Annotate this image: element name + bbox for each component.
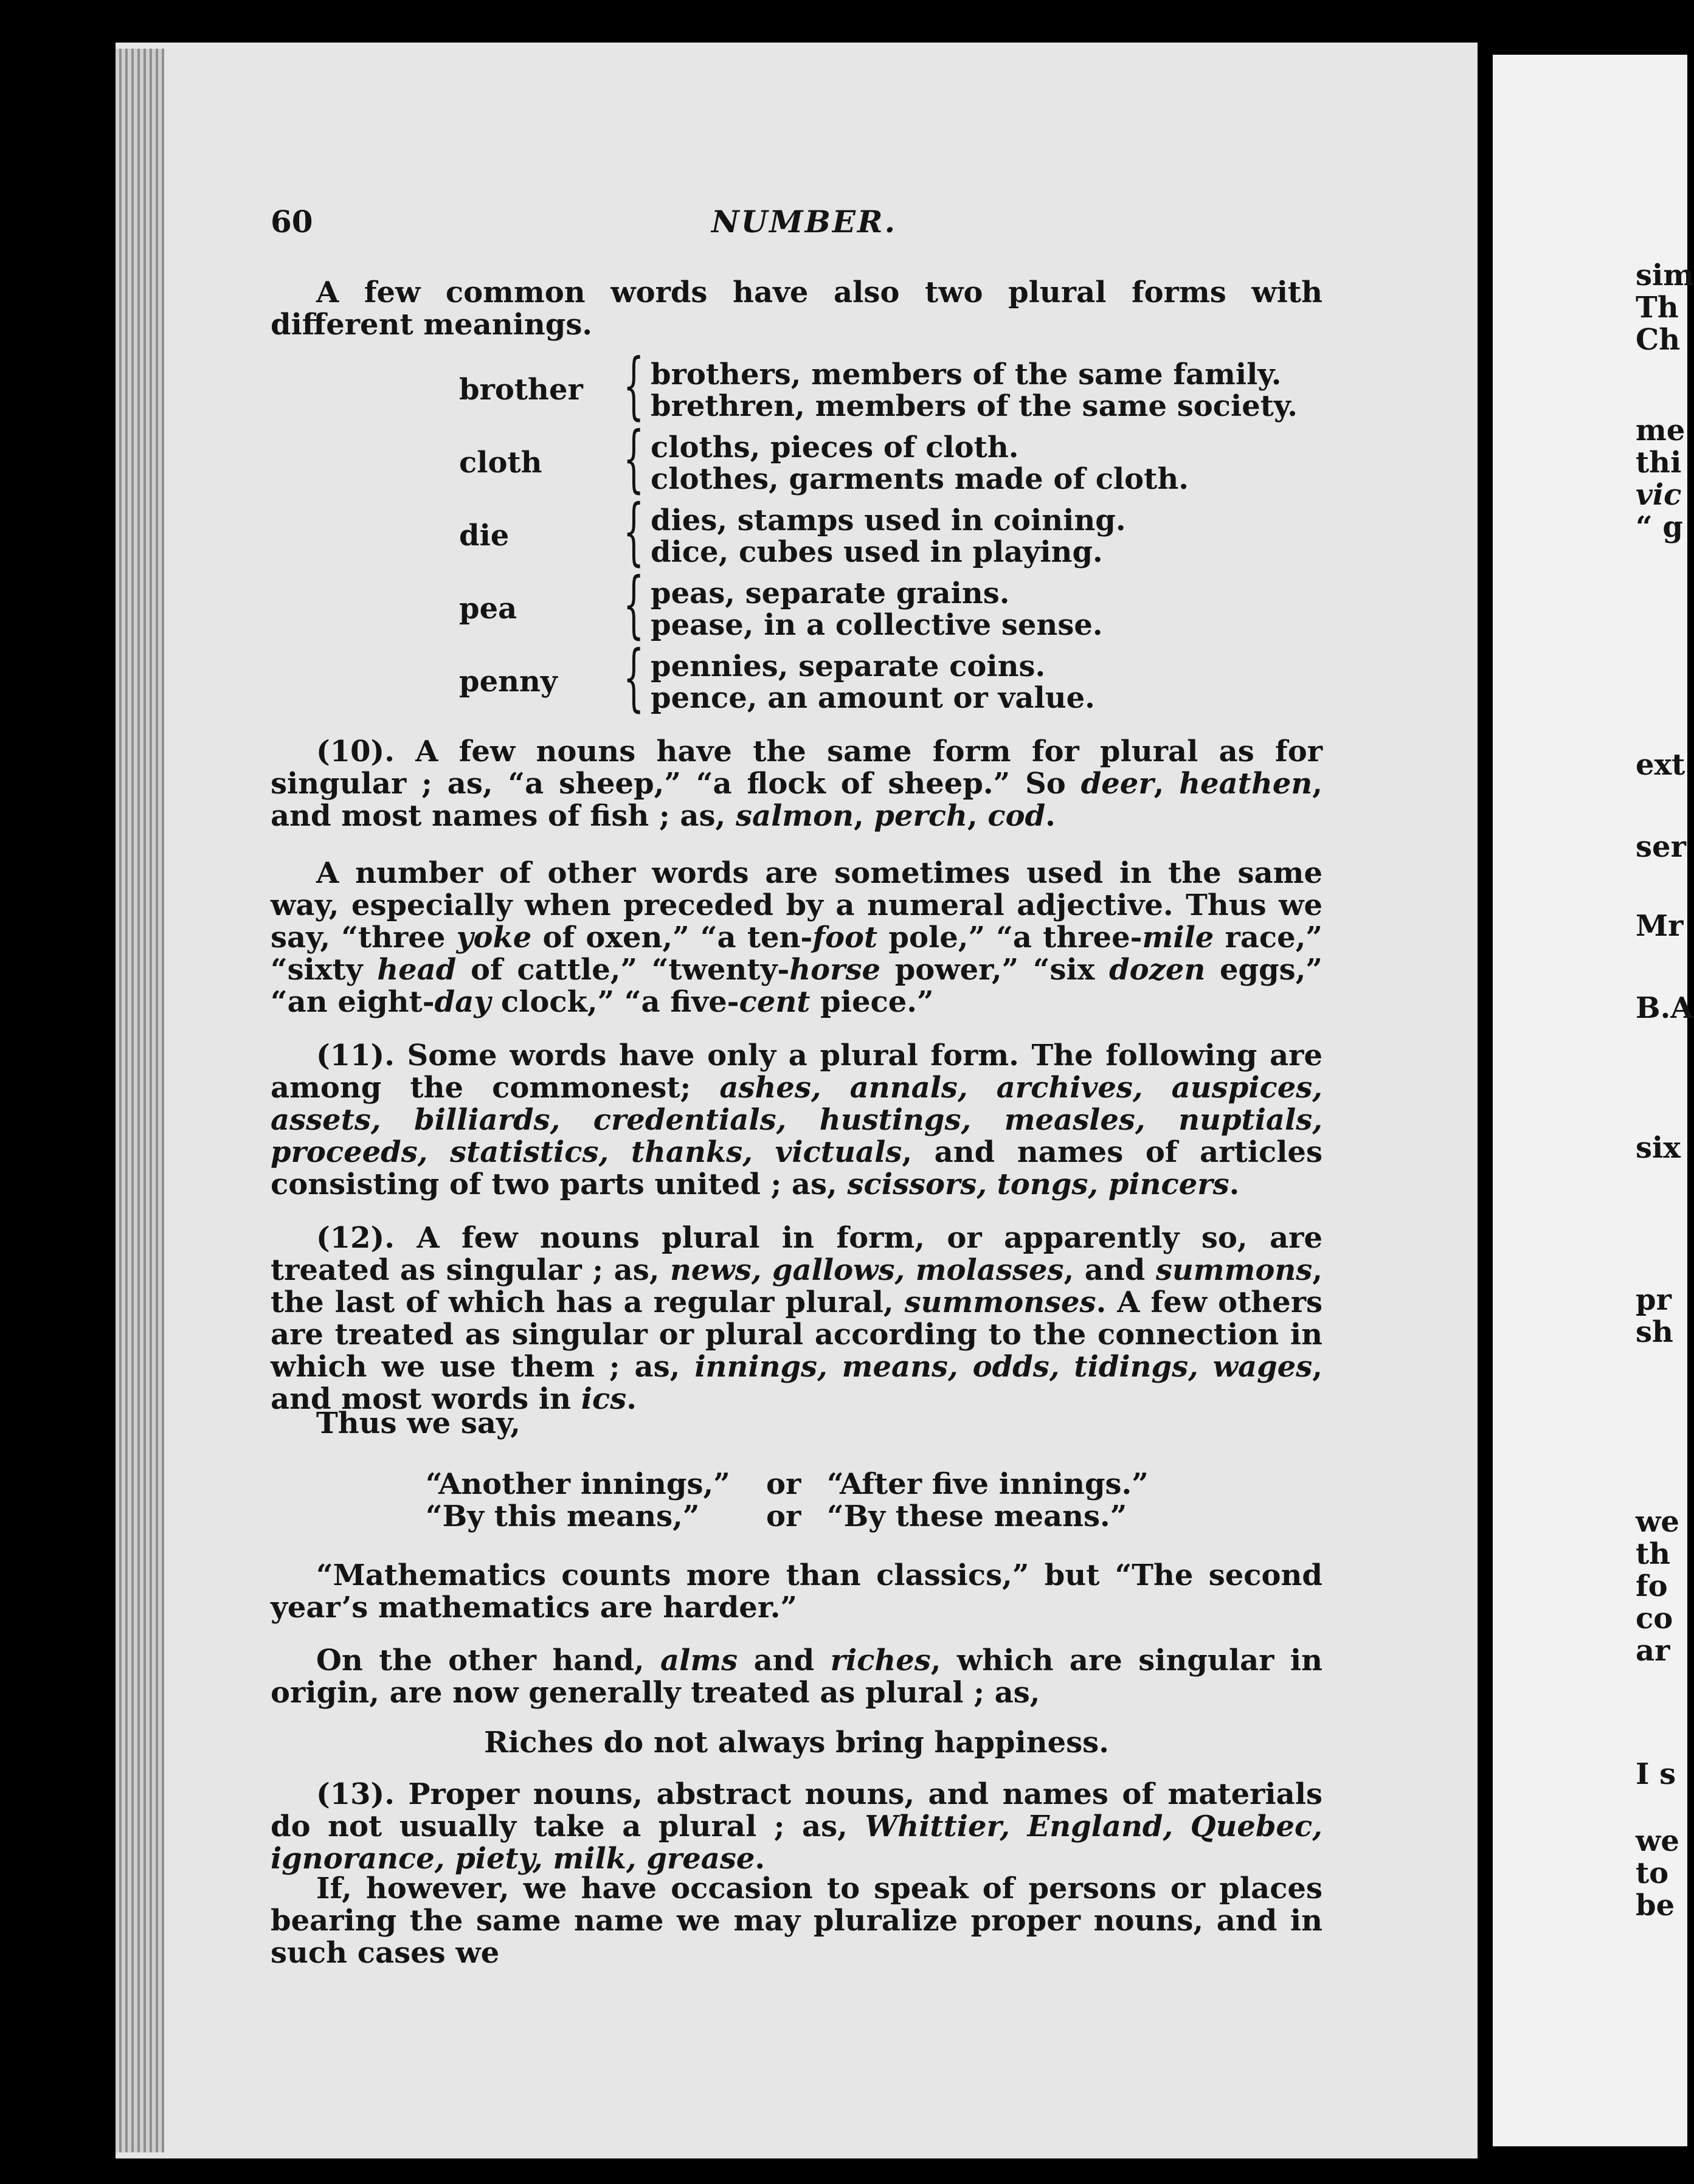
facing-fragment: sim [1636, 258, 1694, 292]
facing-fragment: sh [1636, 1315, 1673, 1349]
brace-icon: { [623, 635, 645, 720]
table-word: pea [459, 592, 517, 626]
facing-fragment: pr [1636, 1283, 1672, 1317]
example-right: “After five innings.” [827, 1467, 1149, 1501]
example-or: or [766, 1499, 801, 1533]
page-number: 60 [271, 204, 313, 240]
table-form: dies, stamps used in coining. [651, 503, 1126, 537]
table-form: peas, separate grains. [651, 576, 1010, 610]
paragraph-10: (10). A few nouns have the same form for plural as for singular ; as, “a sheep,” “a flock of sheep.” So deer, heathen, and most names of fish ; as, salmon, perch, cod. [271, 734, 1322, 833]
facing-fragment: Th [1636, 291, 1679, 325]
facing-fragment: be [1636, 1889, 1675, 1923]
brace-icon: { [623, 489, 645, 574]
table-form: cloths, pieces of cloth. [651, 430, 1019, 465]
paragraph-12: (12). A few nouns plural in form, or apparently so, are treated as singular ; as, news, gallows, molasses, and summons, the last of which has a regular plural, summonses. A few others are treated as singular or plural according to the connection in which we use them ; as, innings, means, odds, tidings, wages, and most words in ics. [271, 1221, 1323, 1416]
alms-paragraph: On the other hand, alms and riches, which are singular in origin, are now generally treated as plural ; as, [271, 1643, 1322, 1710]
facing-fragment: “ g [1636, 510, 1683, 544]
facing-fragment: ar [1636, 1634, 1670, 1668]
brace-icon: { [623, 416, 645, 501]
table-form: pennies, separate coins. [651, 649, 1046, 683]
example-left: “Another innings,” [426, 1467, 730, 1501]
facing-fragment: to [1636, 1856, 1669, 1890]
facing-fragment: fo [1636, 1569, 1668, 1603]
facing-fragment: six [1636, 1131, 1681, 1165]
facing-fragment: Ch [1636, 323, 1681, 357]
facing-fragment: ext [1636, 748, 1685, 782]
facing-fragment: th [1636, 1537, 1671, 1571]
facing-fragment: thi [1636, 446, 1682, 480]
table-word: cloth [459, 446, 542, 480]
last-paragraph: If, however, we have occasion to speak of persons or places bearing the same name we may pluralize proper nouns, and in such cases we [271, 1871, 1322, 1970]
example-right: “By these means.” [827, 1499, 1127, 1533]
facing-fragment: me [1636, 413, 1685, 448]
brace-icon: { [623, 562, 645, 647]
table-form: brethren, members of the same society. [651, 389, 1298, 423]
facing-fragment: ser [1636, 830, 1686, 864]
brace-icon: { [623, 344, 645, 428]
table-form: pence, an amount or value. [651, 681, 1095, 715]
page-edge [116, 49, 164, 2152]
numeral-paragraph: A number of other words are sometimes used in the same way, especially when preceded by a numeral adjective. Thus we say, “three yoke of oxen,” “a ten-foot pole,” “a three-mile race,” “sixty head of cattle,” “twenty-horse power,” “six dozen eggs,” “an eight-day clock,” “a five-cent piece.” [271, 856, 1323, 1019]
facing-fragment: we [1636, 1824, 1679, 1858]
facing-fragment: Mr [1636, 909, 1684, 943]
intro-paragraph: A few common words have also two plural forms with different meanings. [271, 275, 1322, 342]
table-word: penny [459, 665, 558, 699]
facing-fragment: we [1636, 1505, 1679, 1539]
mathematics-paragraph: “Mathematics counts more than classics,” but “The second year’s mathematics are harder.” [271, 1558, 1322, 1625]
thus-we-say: Thus we say, [316, 1406, 520, 1440]
table-form: brothers, members of the same family. [651, 358, 1282, 392]
table-form: pease, in a collective sense. [651, 608, 1103, 642]
facing-fragment: co [1636, 1602, 1673, 1636]
riches-example: Riches do not always bring happiness. [484, 1726, 1109, 1760]
facing-fragment: I s [1636, 1757, 1676, 1791]
facing-fragment: B.A [1636, 991, 1693, 1025]
table-word: die [459, 519, 510, 553]
example-left: “By this means,” [426, 1499, 700, 1533]
table-form: clothes, garments made of cloth. [651, 462, 1189, 496]
facing-fragment: vic [1636, 478, 1682, 512]
paragraph-13: (13). Proper nouns, abstract nouns, and names of materials do not usually take a plural ; as, Whittier, England, Quebec, ignorance, piety, milk, grease. [271, 1777, 1322, 1876]
table-word: brother [459, 373, 583, 407]
paragraph-11: (11). Some words have only a plural form. The following are among the commonest; ashes, annals, archives, auspices, assets, billiards, credentials, hustings, measles, nuptials, proceeds, statistics, thanks, victuals, and names of articles consisting of two parts united ; as, scissors, tongs, pincers. [271, 1038, 1322, 1201]
running-head: NUMBER. [711, 204, 897, 240]
table-form: dice, cubes used in playing. [651, 535, 1103, 569]
example-or: or [766, 1467, 801, 1501]
